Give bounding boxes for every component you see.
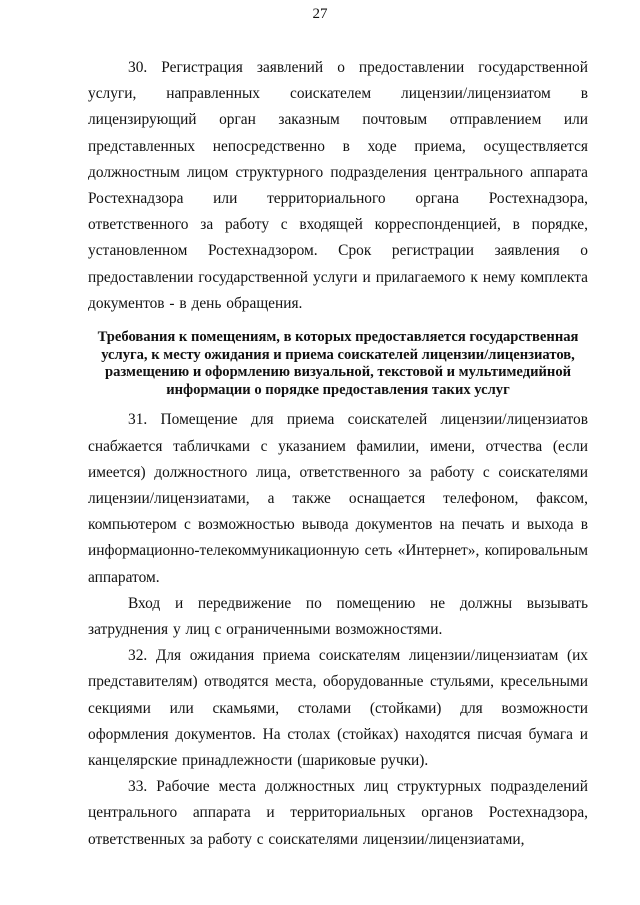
paragraph-32: 32. Для ожидания приема соискателям лицензии/лицензиатам (их представителям) отводятся места, оборудованные стульями, кресельными секциями или скамьями, столами (стойками) для возможности оформления документов. На столах (стойках) находятся писчая бумага и канцелярские принадлежности (шариковые ручки). <box>88 647 588 770</box>
paragraph-access: Вход и передвижение по помещению не должны вызывать затруднения у лиц с ограниченными возможностями. <box>88 594 588 639</box>
paragraph-31: 31. Помещение для приема соискателей лицензии/лицензиатов снабжается табличками с указанием фамилии, имени, отчества (если имеется) должностного лица, ответственного за работу с соискателями лицензии/лицензиатами, а также оснащается телефоном, факсом, компьютером с возможностью вывода документов на печать и выхода в информационно-телекоммуникационную сеть «Интернет», копировальным аппаратом. <box>88 411 588 586</box>
document-body <box>88 55 588 853</box>
page-number: 27 <box>312 6 328 22</box>
paragraph-33: 33. Рабочие места должностных лиц структурных подразделений центрального аппарата и территориальных органов Ростехнадзора, ответственных за работу с соискателями лицензии/лицензиатами, <box>88 778 588 848</box>
section-heading: Требования к помещениям, в которых предоставляется государственная услуга, к месту ожидания и приема соискателей лицензии/лицензиатов, размещению и оформлению визуальной, текстовой и мультимедийной информации о порядке предоставления таких услуг <box>97 329 579 398</box>
paragraph-30: 30. Регистрация заявлений о предоставлении государственной услуги, направленных соискателем лицензии/лицензиатом в лицензирующий орган заказным почтовым отправлением или представленных непосредственно в ходе приема, осуществляется должностным лицом структурного подразделения центрального аппарата Ростехнадзора или территориального органа Ростехнадзора, ответственного за работу с входящей корреспонденцией, в порядке, установленном Ростехнадзором. Срок регистрации заявления о предоставлении государственной услуги и прилагаемого к нему комплекта документов - в день обращения. <box>88 59 588 312</box>
